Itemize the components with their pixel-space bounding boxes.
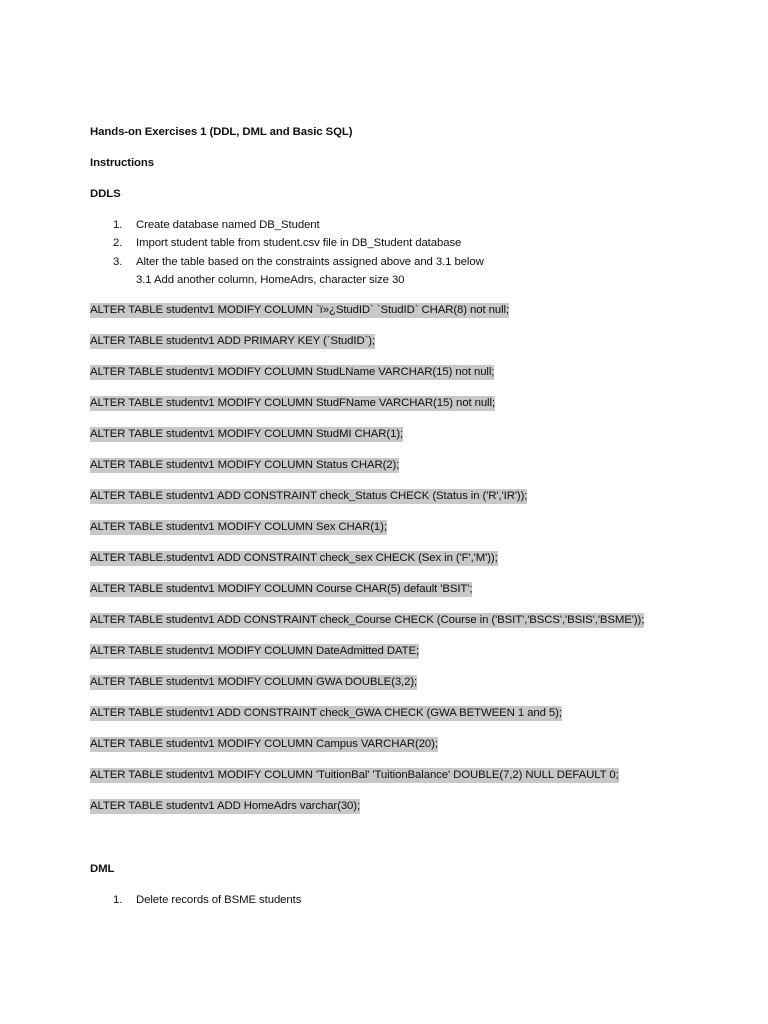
sql-statement-text: ALTER TABLE studentv1 MODIFY COLUMN Status CHAR(2); xyxy=(90,459,400,471)
sql-statement xyxy=(90,520,387,534)
dml-heading: DML xyxy=(90,863,115,875)
document-title: Hands-on Exercises 1 (DDL, DML and Basic SQL) xyxy=(90,126,353,138)
sql-statement-text: ALTER TABLE studentv1 MODIFY COLUMN StudLName VARCHAR(15) not null; xyxy=(90,366,495,378)
ddl-step-number: 3. xyxy=(113,256,123,268)
dml-step-number: 1. xyxy=(113,894,123,906)
sql-statement-text: ALTER TABLE studentv1 MODIFY COLUMN StudMI CHAR(1); xyxy=(90,428,404,440)
sql-statement xyxy=(90,644,419,658)
sql-statement-text: ALTER TABLE studentv1 ADD HomeAdrs varchar(30); xyxy=(90,800,361,812)
sql-statement xyxy=(90,675,417,689)
sql-statement-text: ALTER TABLE studentv1 MODIFY COLUMN Course CHAR(5) default 'BSIT'; xyxy=(90,583,473,595)
ddl-step-text: Import student table from student.csv file in DB_Student database xyxy=(136,237,462,249)
sql-statement-text: ALTER TABLE studentv1 ADD CONSTRAINT check_GWA CHECK (GWA BETWEEN 1 and 5); xyxy=(90,707,562,719)
instructions-heading: Instructions xyxy=(90,157,154,169)
sql-statement xyxy=(90,613,644,627)
sql-statement-text: ALTER TABLE studentv1 MODIFY COLUMN Campus VARCHAR(20); xyxy=(90,738,438,750)
sql-statement xyxy=(90,768,619,782)
sql-statement-text: ALTER TABLE studentv1 MODIFY COLUMN StudFName VARCHAR(15) not null; xyxy=(90,397,495,409)
sql-statement xyxy=(90,489,527,503)
sql-statement-text: ALTER TABLE studentv1 ADD CONSTRAINT check_Status CHECK (Status in ('R','IR')); xyxy=(90,490,528,502)
ddl-step-number: 1. xyxy=(113,219,123,231)
sql-statement xyxy=(90,458,399,472)
ddl-step-number: 2. xyxy=(113,237,123,249)
sql-statement xyxy=(90,799,360,813)
sql-statement-text: ALTER TABLE studentv1 MODIFY COLUMN `ï»¿StudID` `StudID` CHAR(8) not null; xyxy=(90,304,510,316)
sql-statement xyxy=(90,396,495,410)
sql-statement xyxy=(90,427,403,441)
sql-statement xyxy=(90,551,498,565)
ddl-step-text: Alter the table based on the constraints assigned above and 3.1 below xyxy=(136,256,484,268)
sql-statement-text: ALTER TABLE studentv1 MODIFY COLUMN DateAdmitted DATE; xyxy=(90,645,420,657)
sql-statement-text: ALTER TABLE studentv1 ADD CONSTRAINT check_Course CHECK (Course in ('BSIT','BSCS','BSIS','BSME')); xyxy=(90,614,645,626)
sql-statement xyxy=(90,706,562,720)
dml-step-text: Delete records of BSME students xyxy=(136,894,302,906)
sql-statement-text: ALTER TABLE studentv1 MODIFY COLUMN Sex CHAR(1); xyxy=(90,521,387,533)
sql-statement xyxy=(90,303,509,317)
ddl-substep: 3.1 Add another column, HomeAdrs, character size 30 xyxy=(136,274,405,286)
sql-statement-text: ALTER TABLE.studentv1 ADD CONSTRAINT check_sex CHECK (Sex in ('F','M')); xyxy=(90,552,498,564)
sql-statement xyxy=(90,582,472,596)
sql-statement xyxy=(90,737,438,751)
sql-statement-text: ALTER TABLE studentv1 MODIFY COLUMN 'TuitionBal' 'TuitionBalance' DOUBLE(7,2) NULL DEFAULT 0; xyxy=(90,769,619,781)
sql-statement-text: ALTER TABLE studentv1 MODIFY COLUMN GWA DOUBLE(3,2); xyxy=(90,676,418,688)
sql-statement xyxy=(90,365,494,379)
ddl-step-text: Create database named DB_Student xyxy=(136,219,320,231)
sql-statement-text: ALTER TABLE studentv1 ADD PRIMARY KEY (`StudID`); xyxy=(90,335,376,347)
sql-statement xyxy=(90,334,375,348)
ddl-heading: DDLS xyxy=(90,188,121,200)
